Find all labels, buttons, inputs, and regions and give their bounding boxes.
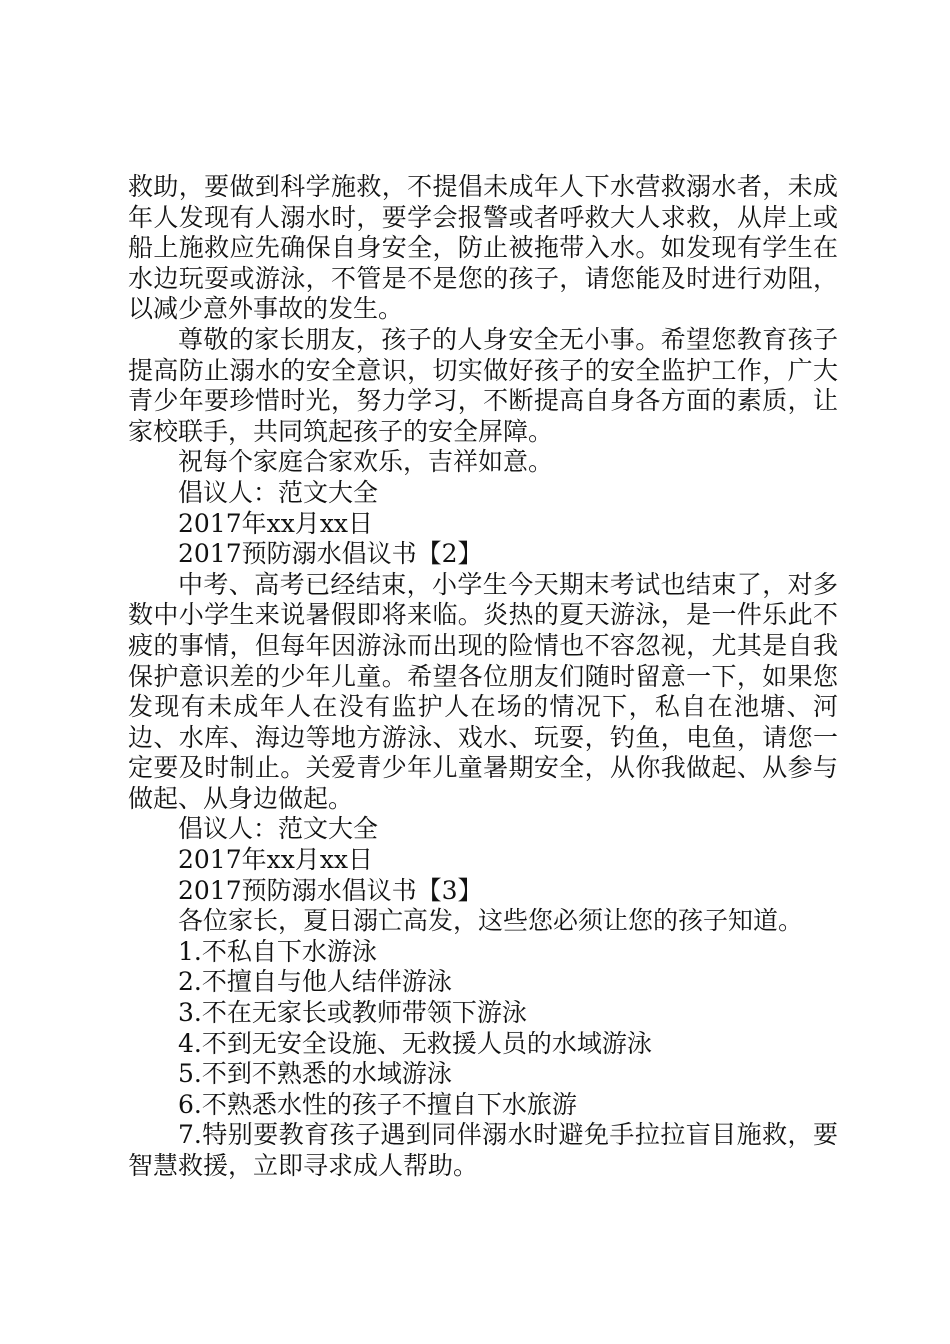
- section-heading-3: 2017预防溺水倡议书【3】: [178, 875, 483, 905]
- list-item: 6.不熟悉水性的孩子不擅自下水旅游: [178, 1089, 577, 1119]
- signature-initiator: 倡议人：范文大全: [178, 814, 379, 844]
- paragraph-rescue-advice: 救助，要做到科学施救，不提倡未成年人下水营救溺水者，未成年人发现有人溺水时，要学会报警或者呼救大人求救，从岸上或船上施救应先确保自身安全，防止被拖带入水。如发现有学生在水边玩耍或游泳，不管是不是您的孩子，请您能及时进行劝阻，以减少意外事故的发生。: [128, 172, 838, 324]
- paragraph-parents-appeal: 尊敬的家长朋友，孩子的人身安全无小事。希望您教育孩子提高防止溺水的安全意识，切实做好孩子的安全监护工作，广大青少年要珍惜时光，努力学习，不断提高自身各方面的素质，让家校联手，共同筑起孩子的安全屏障。: [128, 324, 838, 446]
- section-heading-2: 2017预防溺水倡议书【2】: [178, 539, 483, 569]
- list-item: 2.不擅自与他人结伴游泳: [178, 967, 452, 997]
- document-body: [128, 172, 838, 1182]
- signature-date: 2017年xx月xx日: [178, 845, 374, 875]
- list-item: 1.不私自下水游泳: [178, 936, 377, 966]
- list-item: 5.不到不熟悉的水域游泳: [178, 1059, 452, 1089]
- paragraph-summer-safety: 中考、高考已经结束，小学生今天期末考试也结束了，对多数中小学生来说暑假即将来临。炎热的夏天游泳，是一件乐此不疲的事情，但每年因游泳而出现的险情也不容忽视，尤其是自我保护意识差的少年儿童。希望各位朋友们随时留意一下，如果您发现有未成年人在没有监护人在场的情况下，私自在池塘、河边、水库、海边等地方游泳、戏水、玩耍，钓鱼，电鱼，请您一定要及时制止。关爱青少年儿童暑期安全，从你我做起、从参与做起、从身边做起。: [128, 569, 838, 813]
- list-item: 3.不在无家长或教师带领下游泳: [178, 998, 527, 1028]
- list-item: 7.特别要教育孩子遇到同伴溺水时避免手拉拉盲目施救，要智慧救援，立即寻求成人帮助。: [128, 1120, 838, 1180]
- list-item: 4.不到无安全设施、无救援人员的水域游泳: [178, 1028, 652, 1058]
- signature-initiator: 倡议人：范文大全: [178, 477, 379, 507]
- signature-date: 2017年xx月xx日: [178, 508, 374, 538]
- paragraph-blessing: 祝每个家庭合家欢乐，吉祥如意。: [178, 447, 554, 477]
- paragraph-intro: 各位家长，夏日溺亡高发，这些您必须让您的孩子知道。: [178, 906, 804, 936]
